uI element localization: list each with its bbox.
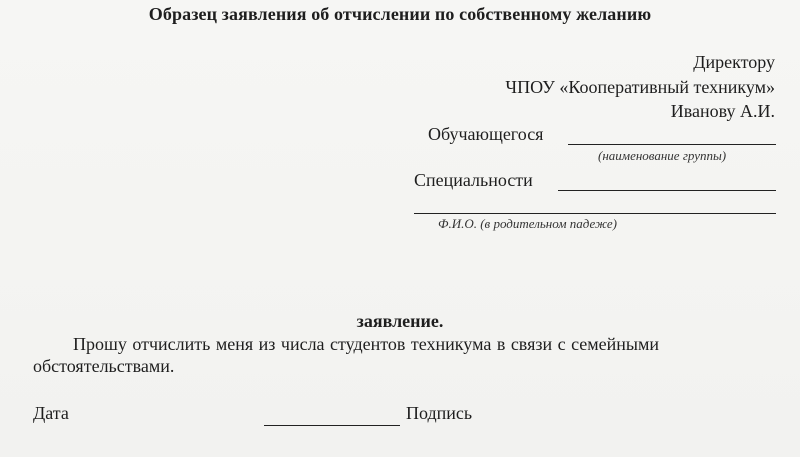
statement-heading: заявление. <box>356 311 444 331</box>
signature-blank-line <box>264 425 400 426</box>
student-group-label: Обучающегося <box>428 124 544 144</box>
fio-blank-line <box>414 213 776 214</box>
date-label: Дата <box>33 403 69 423</box>
fio-hint: Ф.И.О. (в родительном падеже) <box>438 216 617 231</box>
signature-label: Подпись <box>406 403 473 423</box>
specialty-blank-line <box>558 190 776 191</box>
recipient-organization: ЧПОУ «Кооперативный техникум» <box>505 77 775 97</box>
student-group-blank-line <box>568 144 776 145</box>
student-group-hint: (наименование группы) <box>598 148 727 163</box>
document-title: Образец заявления об отчислении по собственному желанию <box>148 4 652 24</box>
statement-body-line-2: обстоятельствами. <box>33 356 175 376</box>
specialty-label: Специальности <box>414 170 533 190</box>
recipient-position: Директору <box>693 52 775 72</box>
recipient-name: Иванову А.И. <box>670 101 775 121</box>
statement-body-line-1: Прошу отчислить меня из числа студентов техникума в связи с семейными <box>73 334 660 354</box>
